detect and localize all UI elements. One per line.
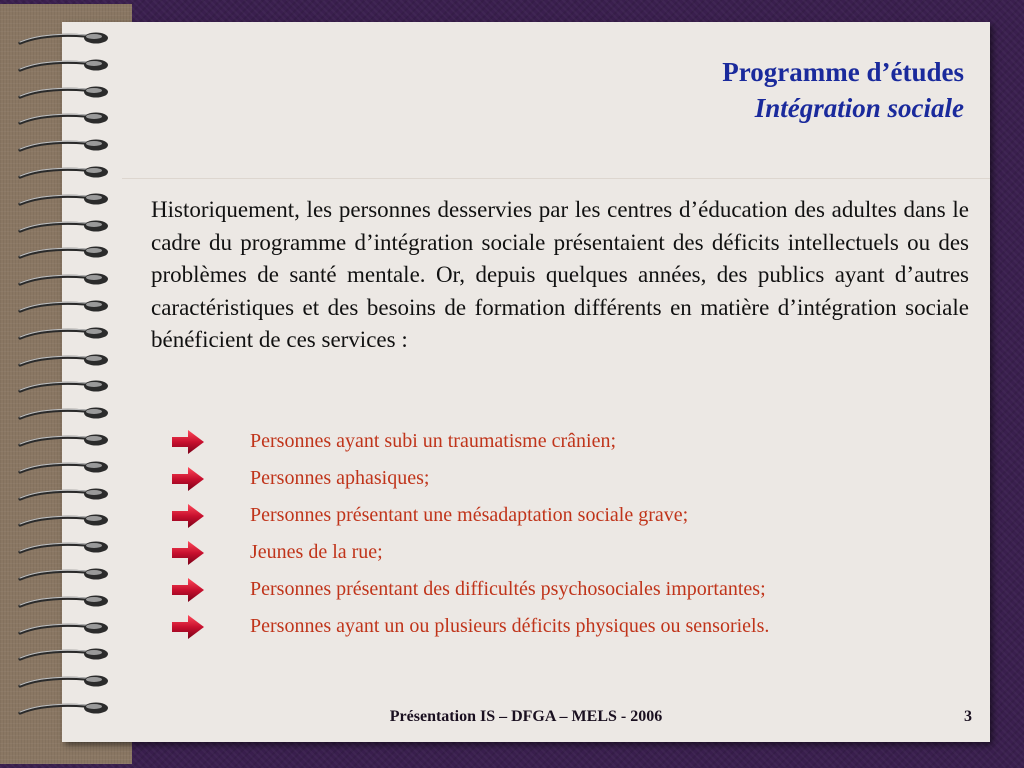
spiral-ring-icon [14,191,114,207]
spiral-ring-icon [14,539,114,555]
arrow-bullet-icon [172,504,204,528]
spiral-ring-icon [14,271,114,287]
list-item [172,465,972,502]
spiral-ring-icon [14,486,114,502]
spiral-ring-icon [14,137,114,153]
list-item [172,613,972,650]
bullet-text: Personnes présentant des difficultés psychosociales importantes; [250,578,766,600]
spiral-ring-icon [14,566,114,582]
title-divider [122,178,990,179]
spiral-ring-icon [14,110,114,126]
title-line-2: Intégration sociale [754,93,964,123]
list-item [172,428,972,465]
spiral-ring-icon [14,84,114,100]
arrow-bullet-icon [172,541,204,565]
bullet-text: Personnes aphasiques; [250,467,430,489]
spiral-ring-icon [14,459,114,475]
spiral-ring-icon [14,673,114,689]
spiral-ring-icon [14,164,114,180]
list-item [172,539,972,576]
spiral-ring-icon [14,30,114,46]
slide-title [722,54,964,126]
bullet-text: Jeunes de la rue; [250,541,383,563]
bullet-text: Personnes présentant une mésadaptation sociale grave; [250,504,689,526]
slide-footer: Présentation IS – DFGA – MELS - 2006 [389,708,663,725]
spiral-ring-icon [14,593,114,609]
spiral-ring-icon [14,378,114,394]
page-number: 3 [964,708,972,725]
arrow-bullet-icon [172,467,204,491]
spiral-ring-icon [14,405,114,421]
spiral-ring-icon [14,244,114,260]
arrow-bullet-icon [172,578,204,602]
title-line-1: Programme d’études [722,57,964,87]
spiral-ring-icon [14,325,114,341]
spiral-ring-icon [14,57,114,73]
spiral-ring-icon [14,352,114,368]
spiral-ring-icon [14,646,114,662]
spiral-ring-icon [14,218,114,234]
spiral-ring-icon [14,512,114,528]
list-item [172,576,972,613]
bullet-text: Personnes ayant subi un traumatisme crânien; [250,430,617,452]
intro-paragraph: Historiquement, les personnes desservies par les centres d’éducation des adultes dans le cadre du programme d’intégration sociale présentaient des déficits intellectuels ou des problèmes de santé mentale. Or, depuis quelques années, des publics ayant d’autres caractéristiques et des besoins de formation différents en matière d’intégration sociale bénéficient de ces services : [151,197,969,352]
list-item [172,502,972,539]
spiral-binding [14,30,114,750]
spiral-ring-icon [14,700,114,716]
spiral-ring-icon [14,620,114,636]
spiral-ring-icon [14,432,114,448]
bullet-text: Personnes ayant un ou plusieurs déficits physiques ou sensoriels. [250,615,770,637]
bullet-list [172,428,972,650]
arrow-bullet-icon [172,615,204,639]
spiral-ring-icon [14,298,114,314]
slide-page [62,22,990,742]
arrow-bullet-icon [172,430,204,454]
